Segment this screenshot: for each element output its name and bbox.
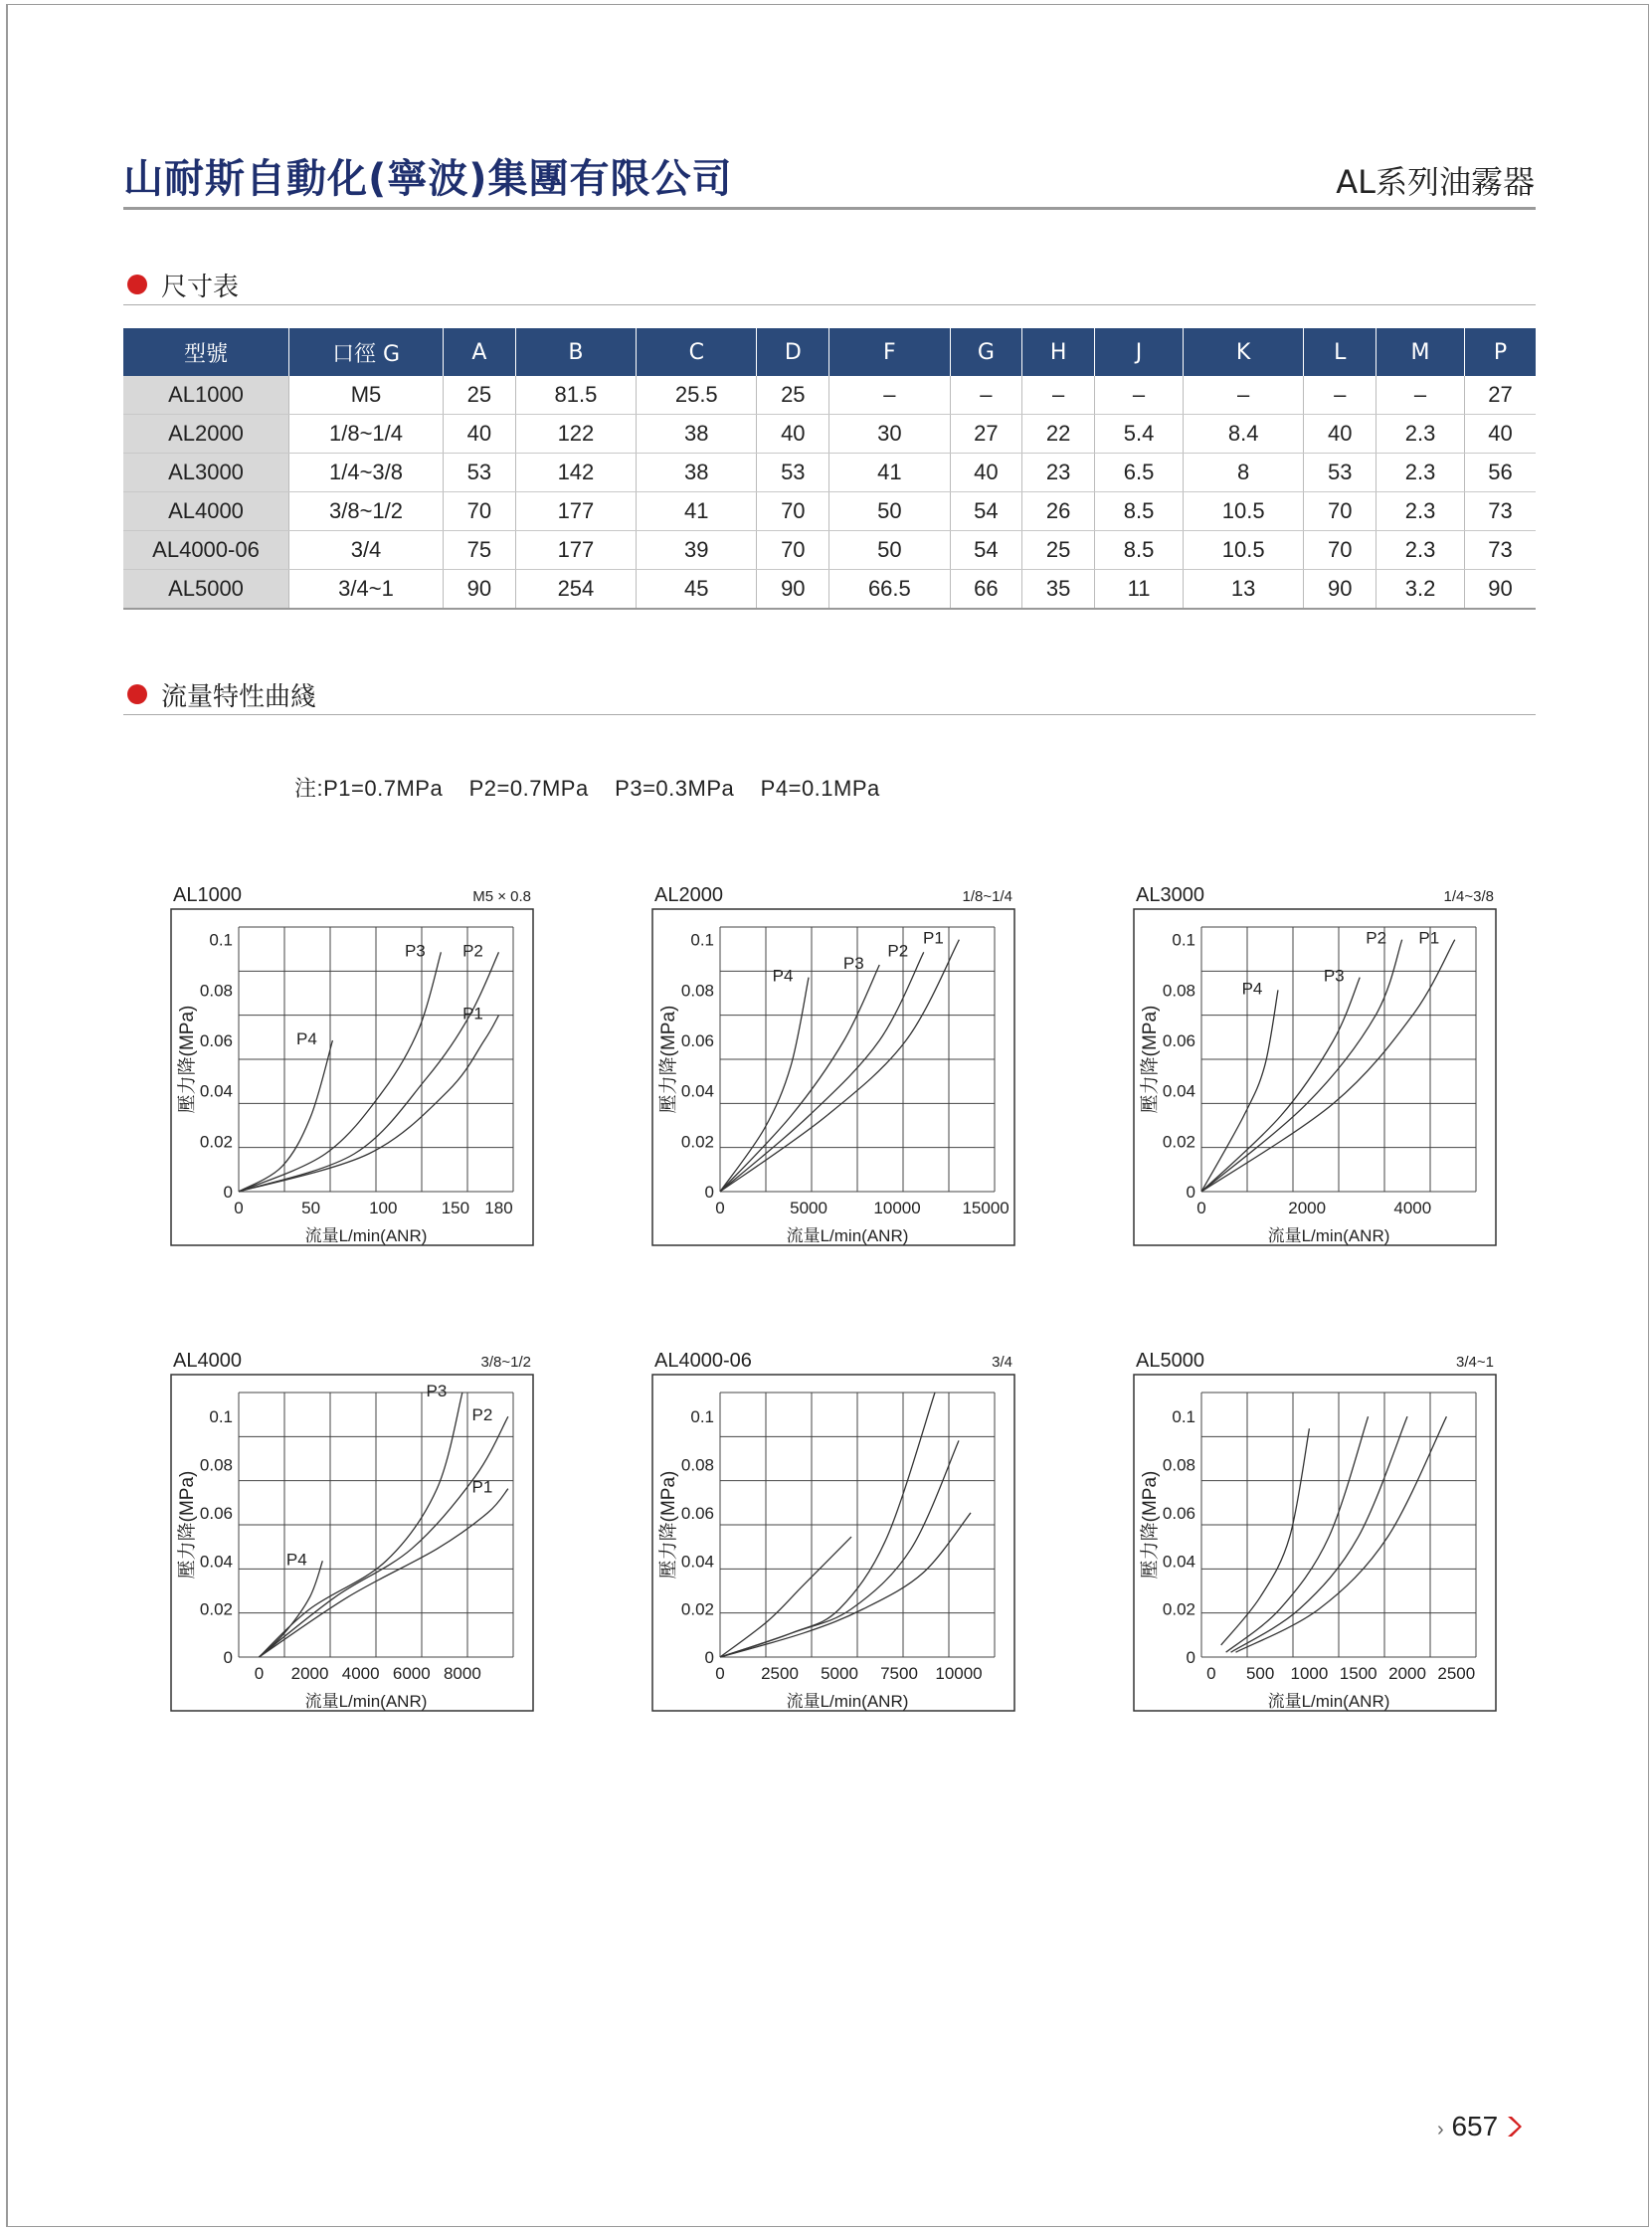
table-cell: 73 [1465, 492, 1536, 531]
column-header: L [1304, 328, 1377, 376]
x-tick-label: 5000 [790, 1199, 827, 1217]
table-row [123, 415, 1536, 454]
series-label: P4 [1241, 979, 1263, 999]
x-tick-label: 8000 [443, 1664, 481, 1683]
y-tick-label: 0.1 [209, 1407, 233, 1427]
table-cell: 73 [1465, 531, 1536, 570]
y-tick-label: 0.06 [199, 1031, 233, 1050]
table-cell: 40 [1304, 415, 1377, 454]
table-cell: 53 [757, 454, 829, 492]
series-line [239, 952, 498, 1192]
table-cell: 25 [444, 376, 516, 415]
series-label: P2 [1366, 928, 1387, 948]
table-cell: 70 [1304, 492, 1377, 531]
table-cell: 66 [950, 570, 1022, 610]
chart-subtitle: 3/4~1 [1456, 1354, 1494, 1371]
y-tick-label: 0.02 [680, 1132, 714, 1152]
table-cell: 3/4 [289, 531, 444, 570]
y-tick-label: 0.02 [199, 1132, 233, 1152]
table-cell: 40 [444, 415, 516, 454]
y-tick-label: 0.1 [690, 1407, 714, 1427]
y-tick-label: 0.02 [1162, 1132, 1195, 1152]
series-title: AL系列油霧器 [1336, 163, 1535, 201]
y-tick-label: 0 [1186, 1183, 1195, 1202]
chart-title: AL4000 [173, 1350, 242, 1372]
y-tick-label: 0.06 [199, 1503, 233, 1523]
table-cell: 40 [757, 415, 829, 454]
y-axis-label: 壓力降(MPa) [177, 1005, 198, 1114]
column-header: 口徑 G [289, 328, 444, 376]
table-cell: – [1377, 376, 1465, 415]
table-cell: 3/8~1/2 [289, 492, 444, 531]
series-label: P3 [404, 941, 426, 961]
y-tick-label: 0 [704, 1183, 714, 1202]
table-cell: 1/8~1/4 [289, 415, 444, 454]
table-row [123, 570, 1536, 610]
section-dimensions [123, 267, 1536, 305]
chart-al4000 [159, 1349, 537, 1722]
y-tick-label: 0 [704, 1648, 714, 1667]
table-cell: 177 [515, 531, 636, 570]
series-label: P1 [471, 1477, 493, 1497]
table-cell: 50 [829, 492, 950, 531]
column-header: G [950, 328, 1022, 376]
chart-title: AL3000 [1136, 884, 1204, 906]
y-tick-label: 0.02 [1162, 1599, 1195, 1619]
table-cell: 5.4 [1095, 415, 1184, 454]
y-tick-label: 0.04 [680, 1081, 714, 1101]
y-tick-label: 0.08 [1162, 1455, 1195, 1475]
series-line [259, 1489, 507, 1657]
table-cell: 30 [829, 415, 950, 454]
column-header: D [757, 328, 829, 376]
x-tick-label: 2500 [761, 1664, 799, 1683]
x-tick-label: 50 [301, 1199, 321, 1217]
series-label: P1 [922, 928, 944, 948]
x-tick-label: 7500 [880, 1664, 918, 1683]
table-cell: 53 [1304, 454, 1377, 492]
table-cell: 70 [444, 492, 516, 531]
chart-subtitle: 3/4 [992, 1354, 1012, 1371]
x-tick-label: 0 [1196, 1199, 1206, 1217]
series-line [1231, 1416, 1407, 1652]
table-cell: 70 [1304, 531, 1377, 570]
x-tick-label: 150 [441, 1199, 470, 1217]
table-cell: M5 [289, 376, 444, 415]
y-tick-label: 0.04 [1162, 1552, 1195, 1572]
table-cell: 3/4~1 [289, 570, 444, 610]
chart-title: AL1000 [173, 884, 242, 906]
y-tick-label: 0.04 [680, 1552, 714, 1572]
y-tick-label: 0.1 [1172, 930, 1195, 950]
table-cell: – [1304, 376, 1377, 415]
chart-al1000 [159, 883, 537, 1256]
x-axis-label: 流量L/min(ANR) [786, 1692, 909, 1711]
section-flow [123, 676, 1536, 715]
table-cell: 2.3 [1377, 492, 1465, 531]
x-axis-label: 流量L/min(ANR) [786, 1226, 909, 1245]
chart-subtitle: M5 × 0.8 [472, 888, 531, 905]
dimension-table [123, 328, 1536, 610]
x-tick-label: 2500 [1437, 1664, 1476, 1683]
y-tick-label: 0.08 [199, 981, 233, 1001]
series-line [720, 952, 924, 1192]
table-cell: 27 [1465, 376, 1536, 415]
table-cell: 25.5 [637, 376, 757, 415]
x-tick-label: 4000 [1393, 1199, 1432, 1217]
y-tick-label: 0 [223, 1648, 233, 1667]
chart-subtitle: 1/4~3/8 [1443, 888, 1494, 905]
chart-al5000 [1122, 1349, 1500, 1722]
chart-title: AL2000 [654, 884, 723, 906]
column-header: C [637, 328, 757, 376]
series-line [1201, 978, 1360, 1192]
red-chevron-icon [1506, 2115, 1522, 2138]
table-cell: 54 [950, 531, 1022, 570]
section-title: 尺寸表 [161, 273, 240, 302]
series-label: P3 [842, 954, 864, 973]
series-label: P2 [462, 941, 483, 961]
x-axis-label: 流量L/min(ANR) [1267, 1692, 1390, 1711]
series-line [239, 952, 441, 1192]
model-cell: AL1000 [123, 376, 289, 415]
chart-al4000-06 [641, 1349, 1018, 1722]
x-tick-label: 6000 [392, 1664, 431, 1683]
table-cell: – [1022, 376, 1095, 415]
x-tick-label: 0 [254, 1664, 265, 1683]
table-cell: 38 [637, 454, 757, 492]
table-cell: 6.5 [1095, 454, 1184, 492]
x-tick-label: 2000 [1388, 1664, 1426, 1683]
x-tick-label: 1500 [1339, 1664, 1377, 1683]
series-label: P3 [426, 1382, 448, 1400]
table-cell: 40 [1465, 415, 1536, 454]
table-cell: 38 [637, 415, 757, 454]
table-cell: 8.4 [1183, 415, 1303, 454]
chart-title: AL5000 [1136, 1350, 1204, 1372]
x-axis-label: 流量L/min(ANR) [1267, 1226, 1390, 1245]
pressure-note: 注:P1=0.7MPa P2=0.7MPa P3=0.3MPa P4=0.1MPa [294, 776, 880, 801]
y-tick-label: 0.1 [690, 930, 714, 950]
x-tick-label: 10000 [935, 1664, 983, 1683]
y-tick-label: 0.06 [1162, 1503, 1195, 1523]
series-line [720, 1513, 971, 1657]
x-tick-label: 1000 [1290, 1664, 1329, 1683]
y-tick-label: 0 [1186, 1648, 1195, 1667]
table-cell: 39 [637, 531, 757, 570]
x-tick-label: 2000 [1288, 1199, 1327, 1217]
table-cell: 177 [515, 492, 636, 531]
table-cell: 54 [950, 492, 1022, 531]
table-cell: 90 [1304, 570, 1377, 610]
section-title: 流量特性曲綫 [161, 682, 317, 712]
table-cell: 70 [757, 492, 829, 531]
y-tick-label: 0.08 [199, 1455, 233, 1475]
table-cell: 25 [757, 376, 829, 415]
page-number-block [1437, 2111, 1522, 2142]
series-line [259, 1561, 322, 1657]
table-cell: 8.5 [1095, 531, 1184, 570]
column-header: A [444, 328, 516, 376]
table-cell: 22 [1022, 415, 1095, 454]
x-tick-label: 0 [715, 1199, 725, 1217]
page-number: 657 [1451, 2111, 1499, 2141]
table-cell: 40 [950, 454, 1022, 492]
table-cell: 50 [829, 531, 950, 570]
table-cell: 10.5 [1183, 531, 1303, 570]
table-row [123, 492, 1536, 531]
series-label: P1 [1418, 928, 1440, 948]
column-header: J [1095, 328, 1184, 376]
y-tick-label: 0.04 [1162, 1081, 1195, 1101]
table-cell: 8 [1183, 454, 1303, 492]
column-header: H [1022, 328, 1095, 376]
x-tick-label: 100 [369, 1199, 398, 1217]
column-header: M [1377, 328, 1465, 376]
table-cell: 66.5 [829, 570, 950, 610]
table-cell: 90 [1465, 570, 1536, 610]
table-row [123, 531, 1536, 570]
table-cell: 45 [637, 570, 757, 610]
table-cell: 56 [1465, 454, 1536, 492]
table-cell: 53 [444, 454, 516, 492]
table-cell: 90 [757, 570, 829, 610]
table-cell: 90 [444, 570, 516, 610]
column-header: 型號 [123, 328, 289, 376]
series-label: P4 [772, 966, 794, 986]
y-tick-label: 0.1 [209, 930, 233, 950]
table-row [123, 454, 1536, 492]
chart-title: AL4000-06 [654, 1350, 752, 1372]
table-cell: 10.5 [1183, 492, 1303, 531]
y-axis-label: 壓力降(MPa) [658, 1470, 679, 1580]
y-axis-label: 壓力降(MPa) [177, 1470, 198, 1580]
table-cell: 8.5 [1095, 492, 1184, 531]
y-axis-label: 壓力降(MPa) [1140, 1470, 1161, 1580]
x-tick-label: 0 [234, 1199, 244, 1217]
y-tick-label: 0.02 [199, 1599, 233, 1619]
chart-subtitle: 3/8~1/2 [480, 1354, 531, 1371]
model-cell: AL4000 [123, 492, 289, 531]
table-cell: – [829, 376, 950, 415]
y-tick-label: 0.04 [199, 1552, 233, 1572]
table-cell: 27 [950, 415, 1022, 454]
series-label: P3 [1323, 966, 1345, 986]
table-cell: 13 [1183, 570, 1303, 610]
y-tick-label: 0.06 [1162, 1031, 1195, 1050]
table-cell: 254 [515, 570, 636, 610]
y-tick-label: 0 [223, 1183, 233, 1202]
table-cell: 23 [1022, 454, 1095, 492]
chart-subtitle: 1/8~1/4 [962, 888, 1012, 905]
table-cell: 75 [444, 531, 516, 570]
series-line [720, 978, 809, 1192]
company-name: 山耐斯自動化(寧波)集團有限公司 [123, 156, 733, 202]
x-tick-label: 15000 [962, 1199, 1010, 1217]
series-label: P4 [285, 1550, 307, 1570]
table-row [123, 376, 1536, 415]
table-cell: 2.3 [1377, 454, 1465, 492]
column-header: P [1465, 328, 1536, 376]
y-tick-label: 0.04 [199, 1081, 233, 1101]
y-axis-label: 壓力降(MPa) [1140, 1005, 1161, 1114]
series-line [720, 965, 879, 1192]
table-cell: – [1183, 376, 1303, 415]
y-axis-label: 壓力降(MPa) [658, 1005, 679, 1114]
series-label: P2 [887, 941, 909, 961]
x-tick-label: 4000 [341, 1664, 380, 1683]
table-cell: – [1095, 376, 1184, 415]
bullet-icon [127, 684, 147, 704]
table-cell: – [950, 376, 1022, 415]
table-cell: 26 [1022, 492, 1095, 531]
table-cell: 70 [757, 531, 829, 570]
table-cell: 11 [1095, 570, 1184, 610]
chart-al2000 [641, 883, 1018, 1256]
series-label: P4 [296, 1029, 317, 1048]
table-cell: 25 [1022, 531, 1095, 570]
model-cell: AL2000 [123, 415, 289, 454]
column-header: K [1183, 328, 1303, 376]
x-tick-label: 5000 [821, 1664, 858, 1683]
model-cell: AL3000 [123, 454, 289, 492]
model-cell: AL4000-06 [123, 531, 289, 570]
x-tick-label: 10000 [873, 1199, 921, 1217]
table-cell: 1/4~3/8 [289, 454, 444, 492]
table-cell: 2.3 [1377, 415, 1465, 454]
table-header-row [123, 328, 1536, 376]
y-tick-label: 0.08 [680, 981, 714, 1001]
y-tick-label: 0.08 [680, 1455, 714, 1475]
series-label: P1 [462, 1004, 483, 1023]
column-header: B [515, 328, 636, 376]
y-tick-label: 0.08 [1162, 981, 1195, 1001]
series-line [1236, 1416, 1447, 1652]
table-cell: 142 [515, 454, 636, 492]
table-cell: 3.2 [1377, 570, 1465, 610]
table-cell: 122 [515, 415, 636, 454]
x-tick-label: 500 [1245, 1664, 1275, 1683]
table-cell: 41 [829, 454, 950, 492]
model-cell: AL5000 [123, 570, 289, 610]
x-tick-label: 0 [715, 1664, 725, 1683]
column-header: F [829, 328, 950, 376]
y-tick-label: 0.06 [680, 1031, 714, 1050]
bullet-icon [127, 275, 147, 294]
series-label: P2 [471, 1405, 493, 1425]
y-tick-label: 0.02 [680, 1599, 714, 1619]
table-cell: 2.3 [1377, 531, 1465, 570]
x-axis-label: 流量L/min(ANR) [304, 1692, 428, 1711]
table-cell: 81.5 [515, 376, 636, 415]
y-tick-label: 0.1 [1172, 1407, 1195, 1427]
chevron-right-icon: › [1437, 2119, 1444, 2140]
header-rule [123, 207, 1536, 210]
table-body [123, 376, 1536, 609]
x-tick-label: 2000 [290, 1664, 329, 1683]
table-cell: 35 [1022, 570, 1095, 610]
chart-al3000 [1122, 883, 1500, 1256]
x-tick-label: 180 [484, 1199, 513, 1217]
x-tick-label: 0 [1206, 1664, 1216, 1683]
x-axis-label: 流量L/min(ANR) [304, 1226, 428, 1245]
y-tick-label: 0.06 [680, 1503, 714, 1523]
table-cell: 41 [637, 492, 757, 531]
